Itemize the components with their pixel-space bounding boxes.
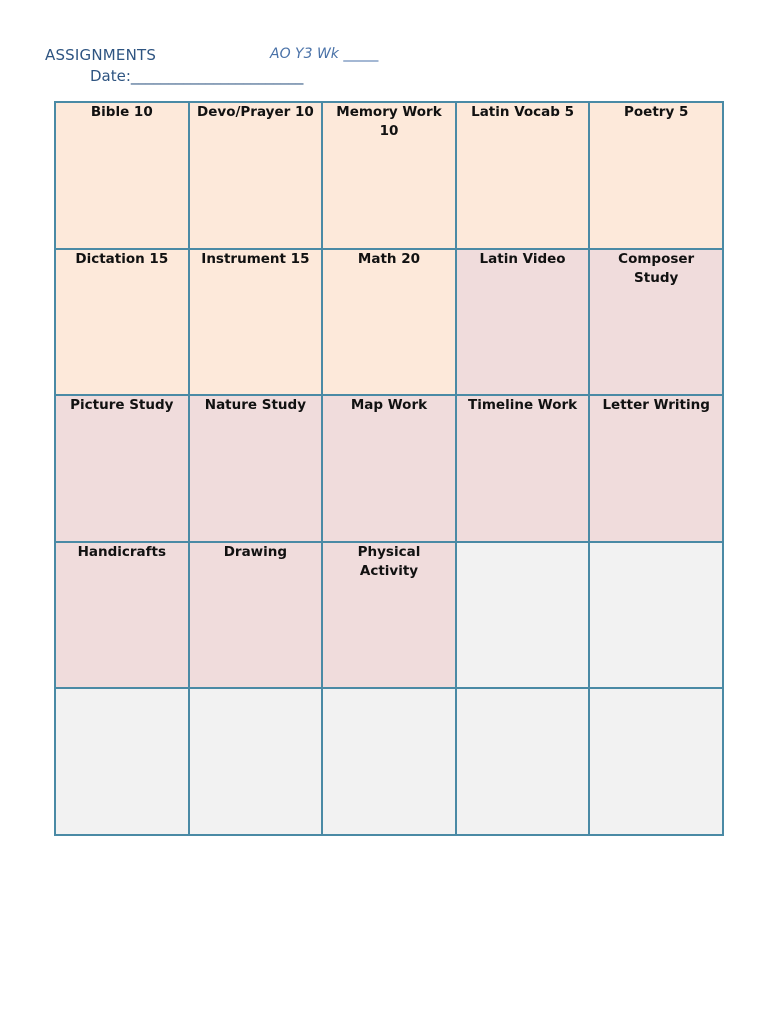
assignment-cell xyxy=(189,395,323,542)
assignment-label: Memory Work 10 xyxy=(336,104,442,139)
date-label: Date:_______________________ xyxy=(90,67,304,85)
grid-row xyxy=(55,395,723,542)
assignment-cell xyxy=(55,395,189,542)
assignment-label: Latin Video xyxy=(479,250,566,267)
assignment-cell xyxy=(189,249,323,396)
assignment-label: Physical Activity xyxy=(357,543,421,579)
grid-row xyxy=(55,102,723,249)
assignment-cell xyxy=(55,249,189,396)
assignment-cell xyxy=(589,688,723,835)
assignment-cell xyxy=(456,395,590,542)
assignment-cell xyxy=(456,249,590,396)
assignment-cell xyxy=(322,395,456,542)
assignment-cell xyxy=(322,542,456,689)
assignment-cell xyxy=(322,249,456,396)
assignment-cell xyxy=(322,688,456,835)
assignment-cell xyxy=(456,542,590,689)
assignment-label: Drawing xyxy=(223,543,288,560)
assignment-grid xyxy=(54,101,724,836)
assignment-label: Devo/Prayer 10 xyxy=(197,104,314,120)
assignment-cell xyxy=(55,542,189,689)
assignment-label: Timeline Work xyxy=(468,397,578,414)
assignment-label: Map Work xyxy=(350,397,428,414)
assignment-cell xyxy=(589,249,723,396)
assignment-cell xyxy=(55,688,189,835)
grid-row xyxy=(55,688,723,835)
assignment-label: Latin Vocab 5 xyxy=(471,104,575,120)
assignment-label: Nature Study xyxy=(204,397,307,414)
assignment-cell xyxy=(189,688,323,835)
grid-row xyxy=(55,249,723,396)
assignment-label: Handicrafts xyxy=(77,543,167,560)
assignment-label: Letter Writing xyxy=(602,397,710,414)
assignment-label: Bible 10 xyxy=(90,104,153,120)
assignment-label: Dictation 15 xyxy=(75,250,169,267)
assignment-label: Math 20 xyxy=(357,250,421,267)
assignment-label: Poetry 5 xyxy=(624,104,689,120)
assignment-cell xyxy=(456,102,590,249)
grid-row xyxy=(55,542,723,689)
assignment-cell xyxy=(55,102,189,249)
assignment-label: Instrument 15 xyxy=(201,250,310,267)
assignment-cell xyxy=(589,102,723,249)
assignment-label: Picture Study xyxy=(70,397,174,414)
assignment-label: Composer Study xyxy=(618,250,695,286)
page-title: ASSIGNMENTS xyxy=(45,46,157,64)
assignment-cell xyxy=(456,688,590,835)
assignment-cell xyxy=(322,102,456,249)
assignment-cell xyxy=(589,542,723,689)
assignment-cell xyxy=(589,395,723,542)
assignment-cell xyxy=(189,102,323,249)
assignment-grid-body xyxy=(55,102,723,835)
assignment-cell xyxy=(189,542,323,689)
week-label: AO Y3 Wk _____ xyxy=(270,46,379,62)
